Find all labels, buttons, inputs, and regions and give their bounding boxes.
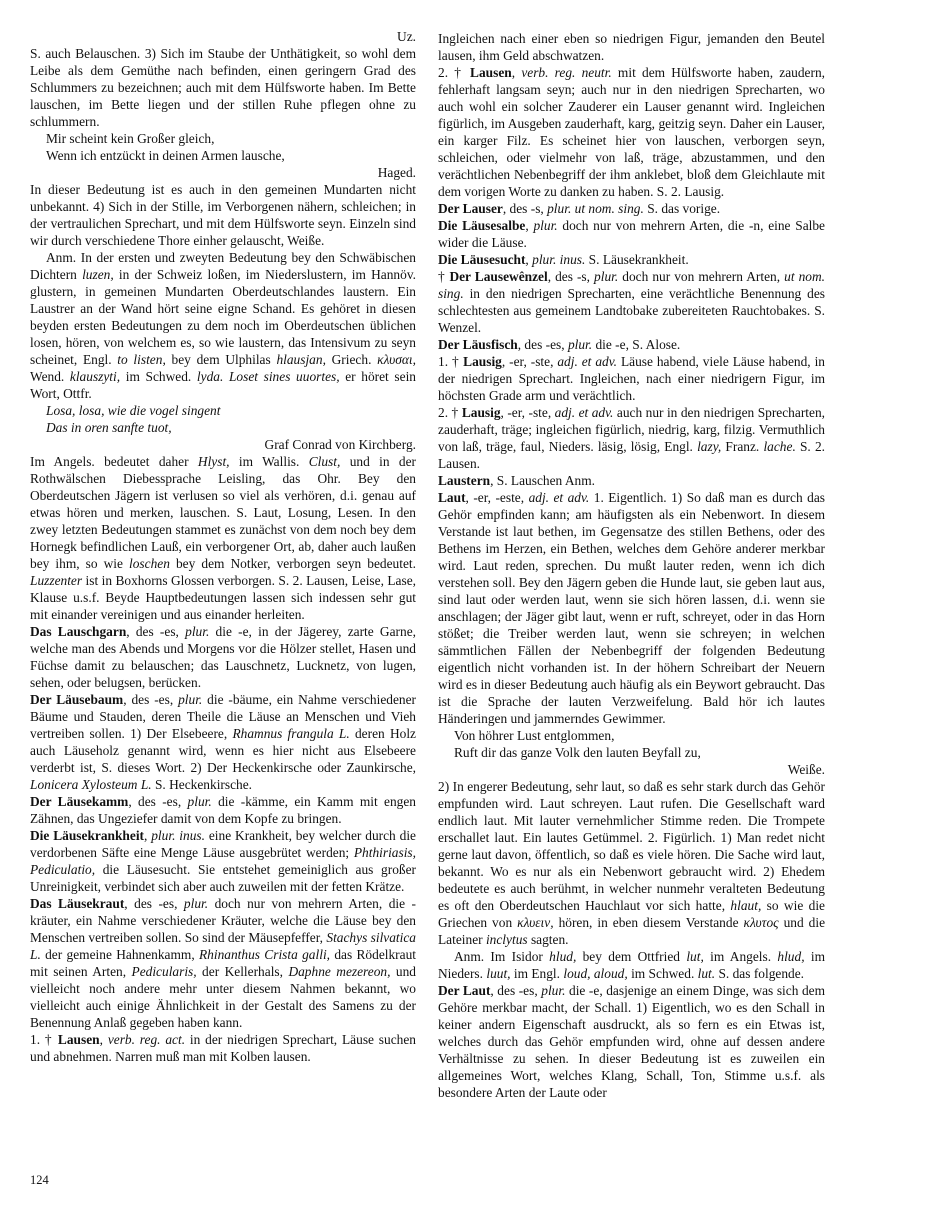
entry-headword: Die Läusesalbe xyxy=(438,218,526,233)
verse-line: Losa, losa, wie die vogel singent xyxy=(46,403,221,418)
dictionary-entry: 2. † Lausig, -er, -ste, adj. et adv. auch nur in den niedrigen Sprecharten, zauderhaft, träge; ingleichen figürlich, niedrig, karg, filzig. Vermuthlich von laß, träge, faul, Nieders. läsig, lösig, Engl. lazy, Franz. lache. S. 2. Lausen. xyxy=(438,405,825,471)
quote-signature: Graf Conrad von Kirchberg. xyxy=(264,437,416,452)
verse-line: Ruft dir das ganze Volk den lauten Beyfall zu, xyxy=(454,745,701,760)
dictionary-entry: 1. † Lausen, verb. reg. act. in der niedrigen Sprechart, Läuse suchen und abnehmen. Narren muß man mit Kolben lausen. xyxy=(30,1032,416,1064)
entry-headword: Die Läusekrankheit xyxy=(30,828,144,843)
dictionary-entry: Laustern, S. Lauschen Anm. xyxy=(438,473,595,488)
dictionary-entry: Die Läusesucht, plur. inus. S. Läusekrankheit. xyxy=(438,252,689,267)
left-column xyxy=(30,28,416,1065)
paragraph: Im Angels. bedeutet daher Hlyst, im Wallis. Clust, und in der Rothwälschen Diebessprache Leisling, das Ohr. Bey den Oberdeutschen Jägern ist verlusen so viel als verhören, d.i. genau auf etwas hören und merken, lauschen. S. Laut, Losung, Lesen. In den zwey letzten Bedeutungen stammet es zunächst von dem noch bey dem Hornegk befindlichen Lauß, ein verborgener Ort, ab, daher auch laußen bey ihm, so wie loschen bey dem Notker, verborgen seyn bedeutet. Luzzenter ist in Boxhorns Glossen verborgen. S. 2. Lausen, Leise, Lase, Klause u.s.f. Beyde Hauptbedeutungen lassen sich indessen sehr gut mit einander vereinigen und aus einander herleiten. xyxy=(30,454,416,622)
entry-headword: Der Lauser xyxy=(438,201,503,216)
verse-line: Wenn ich entzückt in deinen Armen lausche, xyxy=(46,148,285,163)
paragraph: S. auch Belauschen. 3) Sich im Staube der Unthätigkeit, so wohl dem Leibe als dem Gemüthe nach befinden, einen geringern Grad des Schlummers zu bezeichnen; auch mit dem Hülfsworte haben. Im Bette lauschen, im Bette liegen und der stillen Ruhe pflegen ohne zu schlummern. xyxy=(30,46,416,129)
paragraph: Ingleichen nach einer eben so niedrigen Figur, jemanden den Beutel lausen, ihm Geld abschwatzen. xyxy=(438,31,825,63)
entry-headword: Laut xyxy=(438,490,466,505)
dictionary-entry: Das Lauschgarn, des -es, plur. die -e, in der Jägerey, zarte Garne, welche man des Abends und Morgens vor die Hölzer stellet, Hasen und Füchse damit zu belauschen; das Lauschnetz, Lucknetz, von lugen, sehen, oder belugsen, berücken. xyxy=(30,624,416,690)
entry-headword: Lausig xyxy=(463,354,502,369)
dictionary-entry: Die Läusekrankheit, plur. inus. eine Krankheit, bey welcher durch die verdorbenen Säfte eine Menge Läuse ausgebrütet werden; Phthiriasis, Pediculatio, die Läusesucht. Sie entstehet gemeiniglich aus großer Unreinigkeit, verbindet sich aber auch zuweilen mit der fetten Krätze. xyxy=(30,828,416,894)
entry-headword: Lausig xyxy=(461,405,501,420)
paragraph: In dieser Bedeutung ist es auch in den gemeinen Mundarten nicht unbekannt. 4) Sich in der Stille, im Verborgenen nähern, schleichen; in der vertraulichen Sprechart, und mit dem Hülfsworte seyn. Einzeln sind wir durch verschiedene Thore einher gelauscht, Weiße. xyxy=(30,182,416,248)
annotation-paragraph: Anm. Im Isidor hlud, bey dem Ottfried lut, im Angels. hlud, im Nieders. luut, im Engl. loud, aloud, im Schwed. lut. S. das folgende. xyxy=(438,949,825,981)
verse-line: Von höhrer Lust entglommen, xyxy=(454,728,615,743)
dictionary-entry: Der Läusekamm, des -es, plur. die -kämme, ein Kamm mit engen Zähnen, das Ungeziefer damit von dem Kopfe zu bringen. xyxy=(30,794,417,826)
right-column xyxy=(438,30,825,1101)
dictionary-entry: Das Läusekraut, des -es, plur. doch nur von mehrern Arten, die -kräuter, ein Nahme verschiedener Kräuter, welche die Läuse bey den Menschen vertreiben sollen. So sind der Mäusepfeffer, Stachys silvatica L. der gemeine Hahnenkamm, Rhinanthus Crista galli, das Rödelkraut mit seinen Arten, Pedicularis, der Kellerhals, Daphne mezereon, und vielleicht noch andere mehr unter diesem Nahmen bekannt, wo vielleicht auch einige Ähnlichkeit in der Gestalt des Samens zu der Benennung Anlaß gegeben haben kann. xyxy=(30,896,417,1030)
verse-line: Das in oren sanfte tuot, xyxy=(46,420,172,435)
entry-headword: Das Läusekraut xyxy=(30,896,125,911)
dictionary-entry: Laut, -er, -este, adj. et adv. 1. Eigentlich. 1) So daß man es durch das Gehör empfinden kann; am häufigsten als ein Nebenwort. In diesem Verstande ist laut bethen, im Gegensatze des stillen Bethens, oder des Bethens im Herzen, ein Bethen, welches dem Gehöre anderer merkbar wird. Laut reden, sprechen. Du mußt lauter reden, wenn ich dich verstehen soll. Bey den Jägern geben die Hunde laut, sie geben laut aus, sind laut oder werden laut, wenn sie sich hören lassen, d.i. wenn sie anschlagen; der Jäger gibt laut, wenn er ruft, schreyet, oder in das Horn stößet; die Treiber werden laut, wenn sie schreyen; in welchen sämmtlichen Fällen der Nebenbegriff der folgenden Bedeutung eigentlich nicht vorhanden ist. In der höhern Schreibart der Neuern wird es in dieser Bedeutung auch häufig als ein Beywort gebraucht. Das ist die Sprache der lauten Verzweifelung. Bald hör ich lautes Händeringen und jammerndes Gewimmer. xyxy=(438,490,825,726)
verse-line: Mir scheint kein Großer gleich, xyxy=(46,131,215,146)
entry-headword: Die Läusesucht xyxy=(438,252,526,267)
dictionary-entry: † Der Lausewênzel, des -s, plur. doch nur von mehrern Arten, ut nom. sing. in den niedrigen Sprecharten, eine verächtliche Benennung des schlechtesten aus gemeinem Landtobake zubereiteten Rauchtobakes. S. Wenzel. xyxy=(438,269,826,335)
entry-headword: Laustern xyxy=(438,473,491,488)
dictionary-entry: Der Laut, des -es, plur. die -e, dasjenige an einem Dinge, was sich dem Gehöre merkbar macht, der Schall. 1) Eigentlich, wo es den Schall in keiner andern Eigenschaft ausdruckt, als so fern es ein Etwas ist, welches durch das Gehör empfunden wird, ohne auf dessen andere Verhältnisse zu sehen. In dieser Bedeutung ist es zuweilen ein allgemeines Wort, welches Klang, Schall, Ton, Stimme u.s.f. als besondere Arten der Laute oder xyxy=(438,983,826,1100)
annotation-paragraph: Anm. In der ersten und zweyten Bedeutung bey den Schwäbischen Dichtern luzen, in der Schweiz loßen, im Niederslustern, im Hannöv. glustern, in gemeinen Mundarten Oberdeutschlandes laustern. Ein Laustrer an der Wand hört seine eigne Schand. Es gehöret in diesen beyden ersten Bedeutungen zu dem noch im Oberdeutschen üblichen losen, hören, von welchem es, so wie laustern, das Intensivum zu seyn scheinet, Engl. to listen, bey dem Ulphilas hlausjan, Griech. κλυσαι, Wend. klauszyti, im Schwed. lyda. Loset sines uuortes, er höret sein Wort, Ottfr. xyxy=(30,250,416,401)
quote-signature: Weiße. xyxy=(787,762,825,777)
entry-headword: Lausen xyxy=(57,1032,100,1047)
dictionary-entry: Der Lauser, des -s, plur. ut nom. sing. S. das vorige. xyxy=(438,201,721,216)
entry-headword: Der Läusfisch xyxy=(438,337,518,352)
paragraph: 2) In engerer Bedeutung, sehr laut, so daß es sehr stark durch das Gehör empfunden wird. Laut schreyen. Laut rufen. Die Gesellschaft ward endlich laut. Mit lauter vernehmlicher Stimme reden. Die Trompete erschallet laut. Ein lautes Getümmel. 2. Figürlich. 1) Man redet nicht gerne laut davon, öffentlich, so daß es viele hören. Die Sache wird laut, bekannt. Wo es nur als ein Nebenwort gebraucht wird. 2) Ehedem bedeutete es auch berühmt, in welcher nunmehr veralteten Bedeutung es oft den Oberdeutschen Hauchlaut vor sich hatte, hlaut, so wie die Griechen von κλυειν, hören, in eben diesem Verstande κλυτος und die Lateiner inclytus sagten. xyxy=(438,779,826,947)
dictionary-entry: Der Läusebaum, des -es, plur. die -bäume, ein Nahme verschiedener Bäume und Stauden, deren Theile die Läuse an Menschen und Vieh vertreiben sollen. 1) Der Elsebeere, Rhamnus frangula L. deren Holz auch Läuseholz genannt wird, wenn es hier nicht aus Elsebeere verderbt ist, S. dieses Wort. 2) Der Heckenkirsche oder Zaunkirsche, Lonicera Xylosteum L. S. Heckenkirsche. xyxy=(30,692,417,792)
entry-headword: Der Lausewênzel xyxy=(449,269,548,284)
dictionary-entry: 2. † Lausen, verb. reg. neutr. mit dem Hülfsworte haben, zaudern, fehlerhaft langsam seyn; auch nur in den niedrigen Sprecharten, wo auch wohl ein solcher Zauderer ein Lauser genannt wird. Ingleichen figürlich, im Ausgeben zauderhaft, karg, geitzig seyn. Daher ein Lauser, ein karger Filz. Es scheinet hier von lauschen, verborgen seyn, schleichen, oder vielmehr von laß, träge, abzustammen, und den verächtlichen Nebenbegriff der ihm anklebet, bloß dem Gleichlaute mit dem vorigen Worte zu danken zu haben. S. 2. Lausig. xyxy=(438,65,826,199)
dictionary-entry: Die Läusesalbe, plur. doch nur von mehrern Arten, die -n, eine Salbe wider die Läuse. xyxy=(438,218,825,250)
entry-headword: Lausen xyxy=(470,65,512,80)
quote-signature: Uz. xyxy=(397,29,416,44)
entry-headword: Das Lauschgarn xyxy=(30,624,127,639)
page-number: 124 xyxy=(30,1173,49,1187)
dictionary-entry: 1. † Lausig, -er, -ste, adj. et adv. Läuse habend, viele Läuse habend, in der niedrigen Sprechart. Ingleichen, nach einer niedrigern Figur, im höchsten Grade arm und verächtlich. xyxy=(438,354,825,403)
quote-signature: Haged. xyxy=(377,165,416,180)
entry-headword: Der Läusekamm xyxy=(30,794,129,809)
dictionary-entry: Der Läusfisch, des -es, plur. die -e, S. Alose. xyxy=(438,337,681,352)
entry-headword: Der Laut xyxy=(438,983,491,998)
entry-headword: Der Läusebaum xyxy=(30,692,124,707)
